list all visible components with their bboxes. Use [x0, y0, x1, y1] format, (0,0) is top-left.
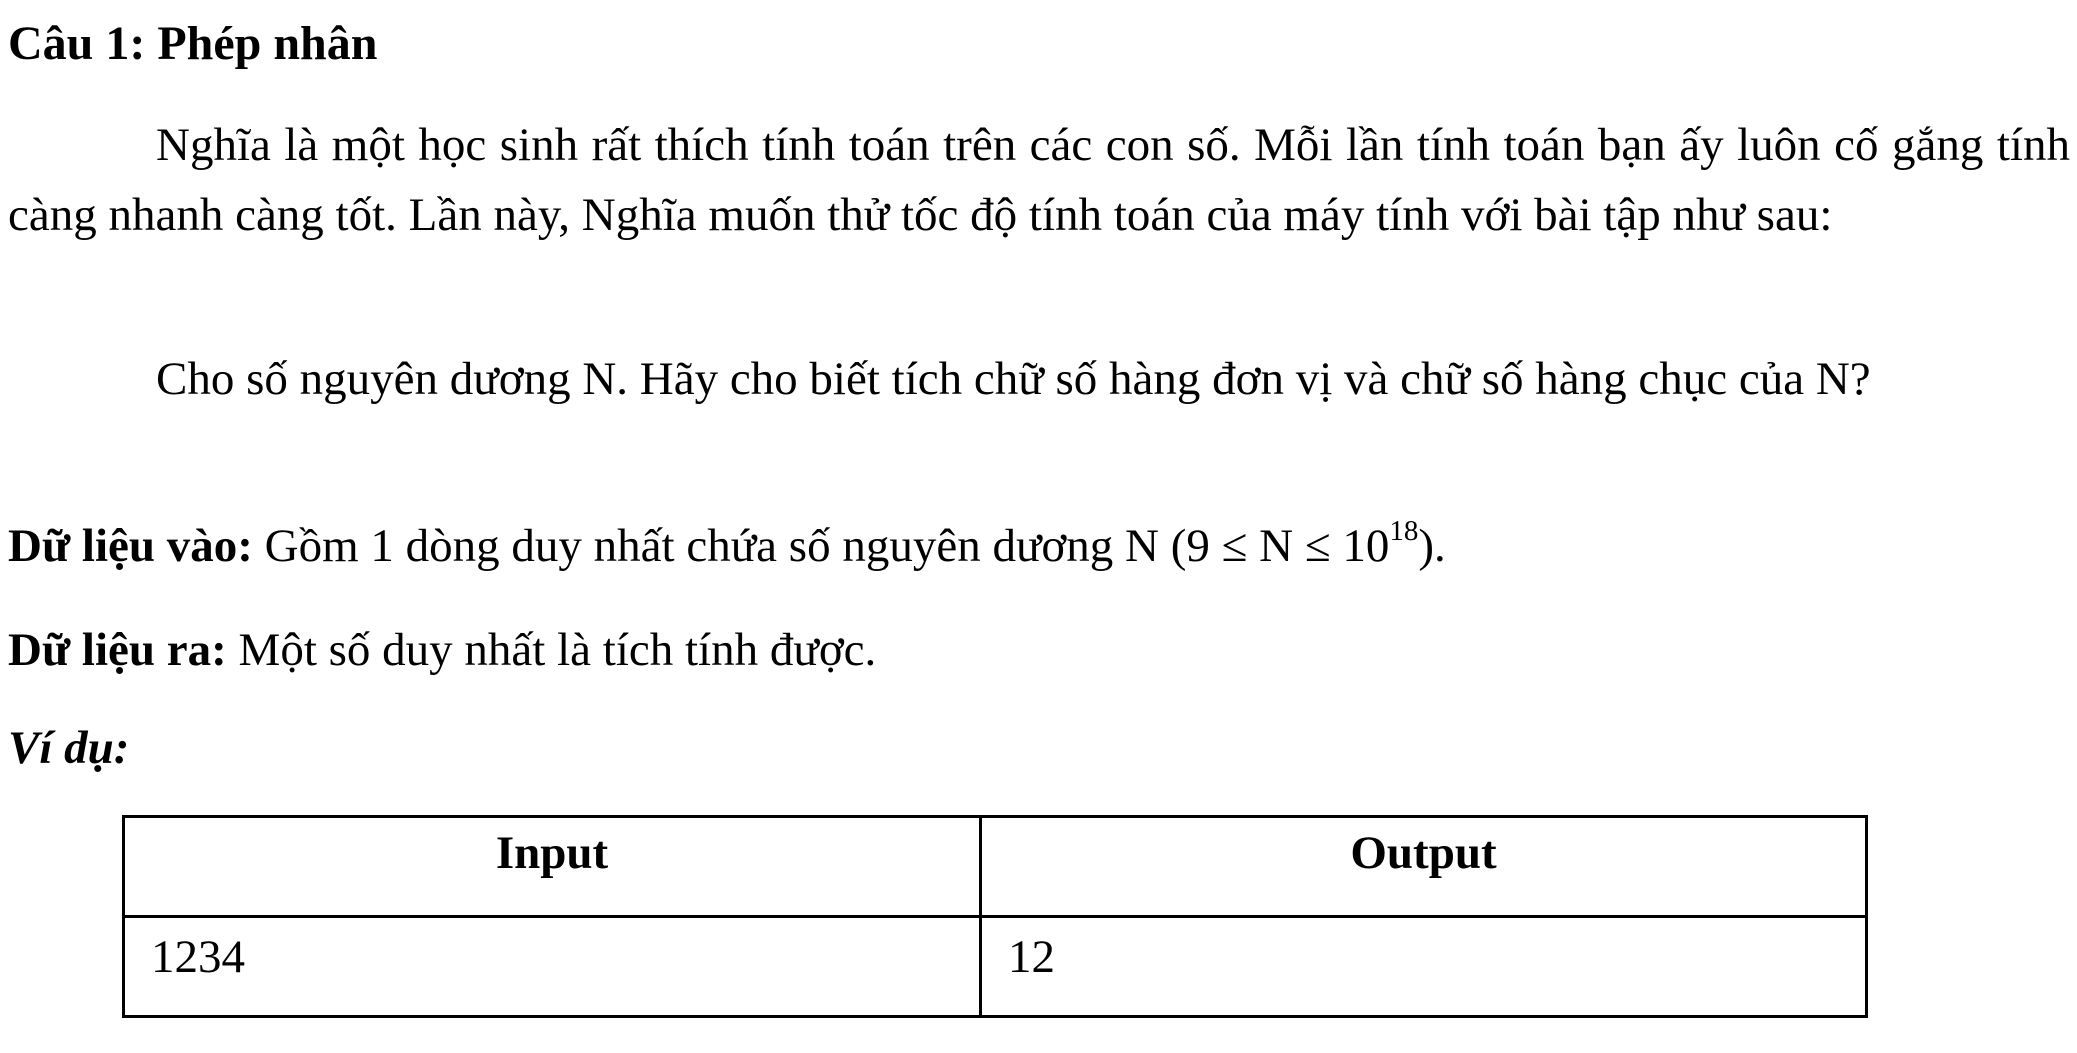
input-spec-label: Dữ liệu vào:	[8, 520, 253, 572]
input-column-header: Input	[124, 817, 981, 917]
input-spec-text-end: ).	[1418, 520, 1446, 572]
examples-table	[122, 815, 1868, 1018]
output-spec-text: Một số duy nhất là tích tính được.	[226, 624, 877, 676]
problem-statement-paragraph: Cho số nguyên dương N. Hãy cho biết tích chữ số hàng đơn vị và chữ số hàng chục của N?	[156, 353, 1871, 405]
output-spec-label: Dữ liệu ra:	[8, 624, 227, 676]
example-heading: Ví dụ:	[8, 722, 130, 774]
problem-title: Câu 1: Phép nhân	[8, 17, 378, 70]
output-column-header: Output	[981, 817, 1867, 917]
input-spec-text: Gồm 1 dòng duy nhất chứa số nguyên dương N (9 ≤ N ≤ 10	[252, 520, 1390, 572]
output-spec	[8, 620, 876, 680]
problem-story-paragraph: Nghĩa là một học sinh rất thích tính toán trên các con số. Mỗi lần tính toán bạn ấy luôn cố gắng tính càng nhanh càng tốt. Lần này, Nghĩa muốn thử tốc độ tính toán của máy tính với bài tập như sau:	[8, 119, 2070, 241]
example-output-cell: 12	[981, 917, 1867, 1017]
input-spec-exponent: 18	[1389, 515, 1419, 548]
example-input-cell: 1234	[124, 917, 981, 1017]
table-row	[124, 917, 1867, 1017]
input-spec	[8, 516, 1446, 576]
examples-header-row	[124, 817, 1867, 917]
